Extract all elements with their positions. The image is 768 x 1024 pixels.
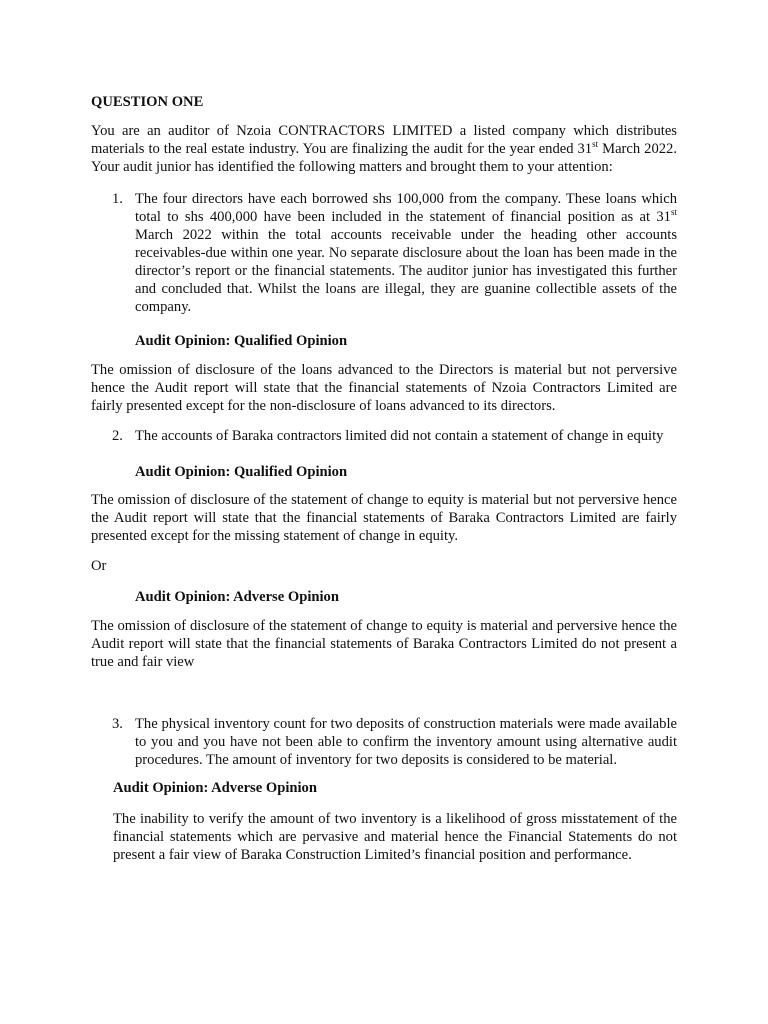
audit-opinion-2-alt: Audit Opinion: Adverse Opinion [135,589,339,605]
explanation-1: The omission of disclosure of the loans advanced to the Directors is material but not perversive hence the Audit report will state that the financial statements of Nzoia Contractors Limited are fairly presented except for the non-disclosure of loans advanced to its directors. [91,362,677,414]
question-heading: QUESTION ONE [91,94,204,110]
or-separator: Or [91,558,107,574]
audit-opinion-2: Audit Opinion: Qualified Opinion [135,464,348,480]
explanation-2: The omission of disclosure of the statement of change to equity is material but not perversive hence the Audit report will state that the financial statements of Baraka Contractors Limited are fairly presented except for the missing statement of change in equity. [91,492,677,544]
audit-opinion-3: Audit Opinion: Adverse Opinion [113,780,317,796]
list-number: 2. [112,428,123,444]
explanation-2-alt: The omission of disclosure of the statement of change to equity is material and perversive hence the Audit report will state that the financial statements of Baraka Contractors Limited do not present a true and fair view [91,618,677,670]
intro-paragraph: You are an auditor of Nzoia CONTRACTORS LIMITED a listed company which distributes materials to the real estate industry. You are finalizing the audit for the year ended 31st March 2022. Your audit junior has identified the following matters and brought them to your attention: [91,123,677,175]
audit-opinion-1: Audit Opinion: Qualified Opinion [135,333,348,349]
list-number: 3. [112,716,123,732]
explanation-3: The inability to verify the amount of two inventory is a likelihood of gross misstatement of the financial statements which are pervasive and material hence the Financial Statements do not present a fair view of Baraka Construction Limited’s financial position and performance. [113,811,677,863]
list-item-2: 2. The accounts of Baraka contractors limited did not contain a statement of change in equity [112,428,664,444]
list-item-3: 3. The physical inventory count for two deposits of construction materials were made available to you and you have not been able to confirm the inventory amount using alternative audit procedures. The amount of inventory for two deposits is considered to be material. [112,716,677,768]
list-item-1: 1. The four directors have each borrowed shs 100,000 from the company. These loans which total to shs 400,000 have been included in the statement of financial position as at 31st March 2022 within the total accounts receivable under the heading other accounts receivables-due within one year. No separate disclosure about the loan has been made in the director’s report or the financial statements. The auditor junior has investigated this further and concluded that. Whilst the loans are illegal, they are guanine collectible assets of the company. [112,191,677,315]
list-number: 1. [112,191,123,207]
document-page [91,93,677,864]
